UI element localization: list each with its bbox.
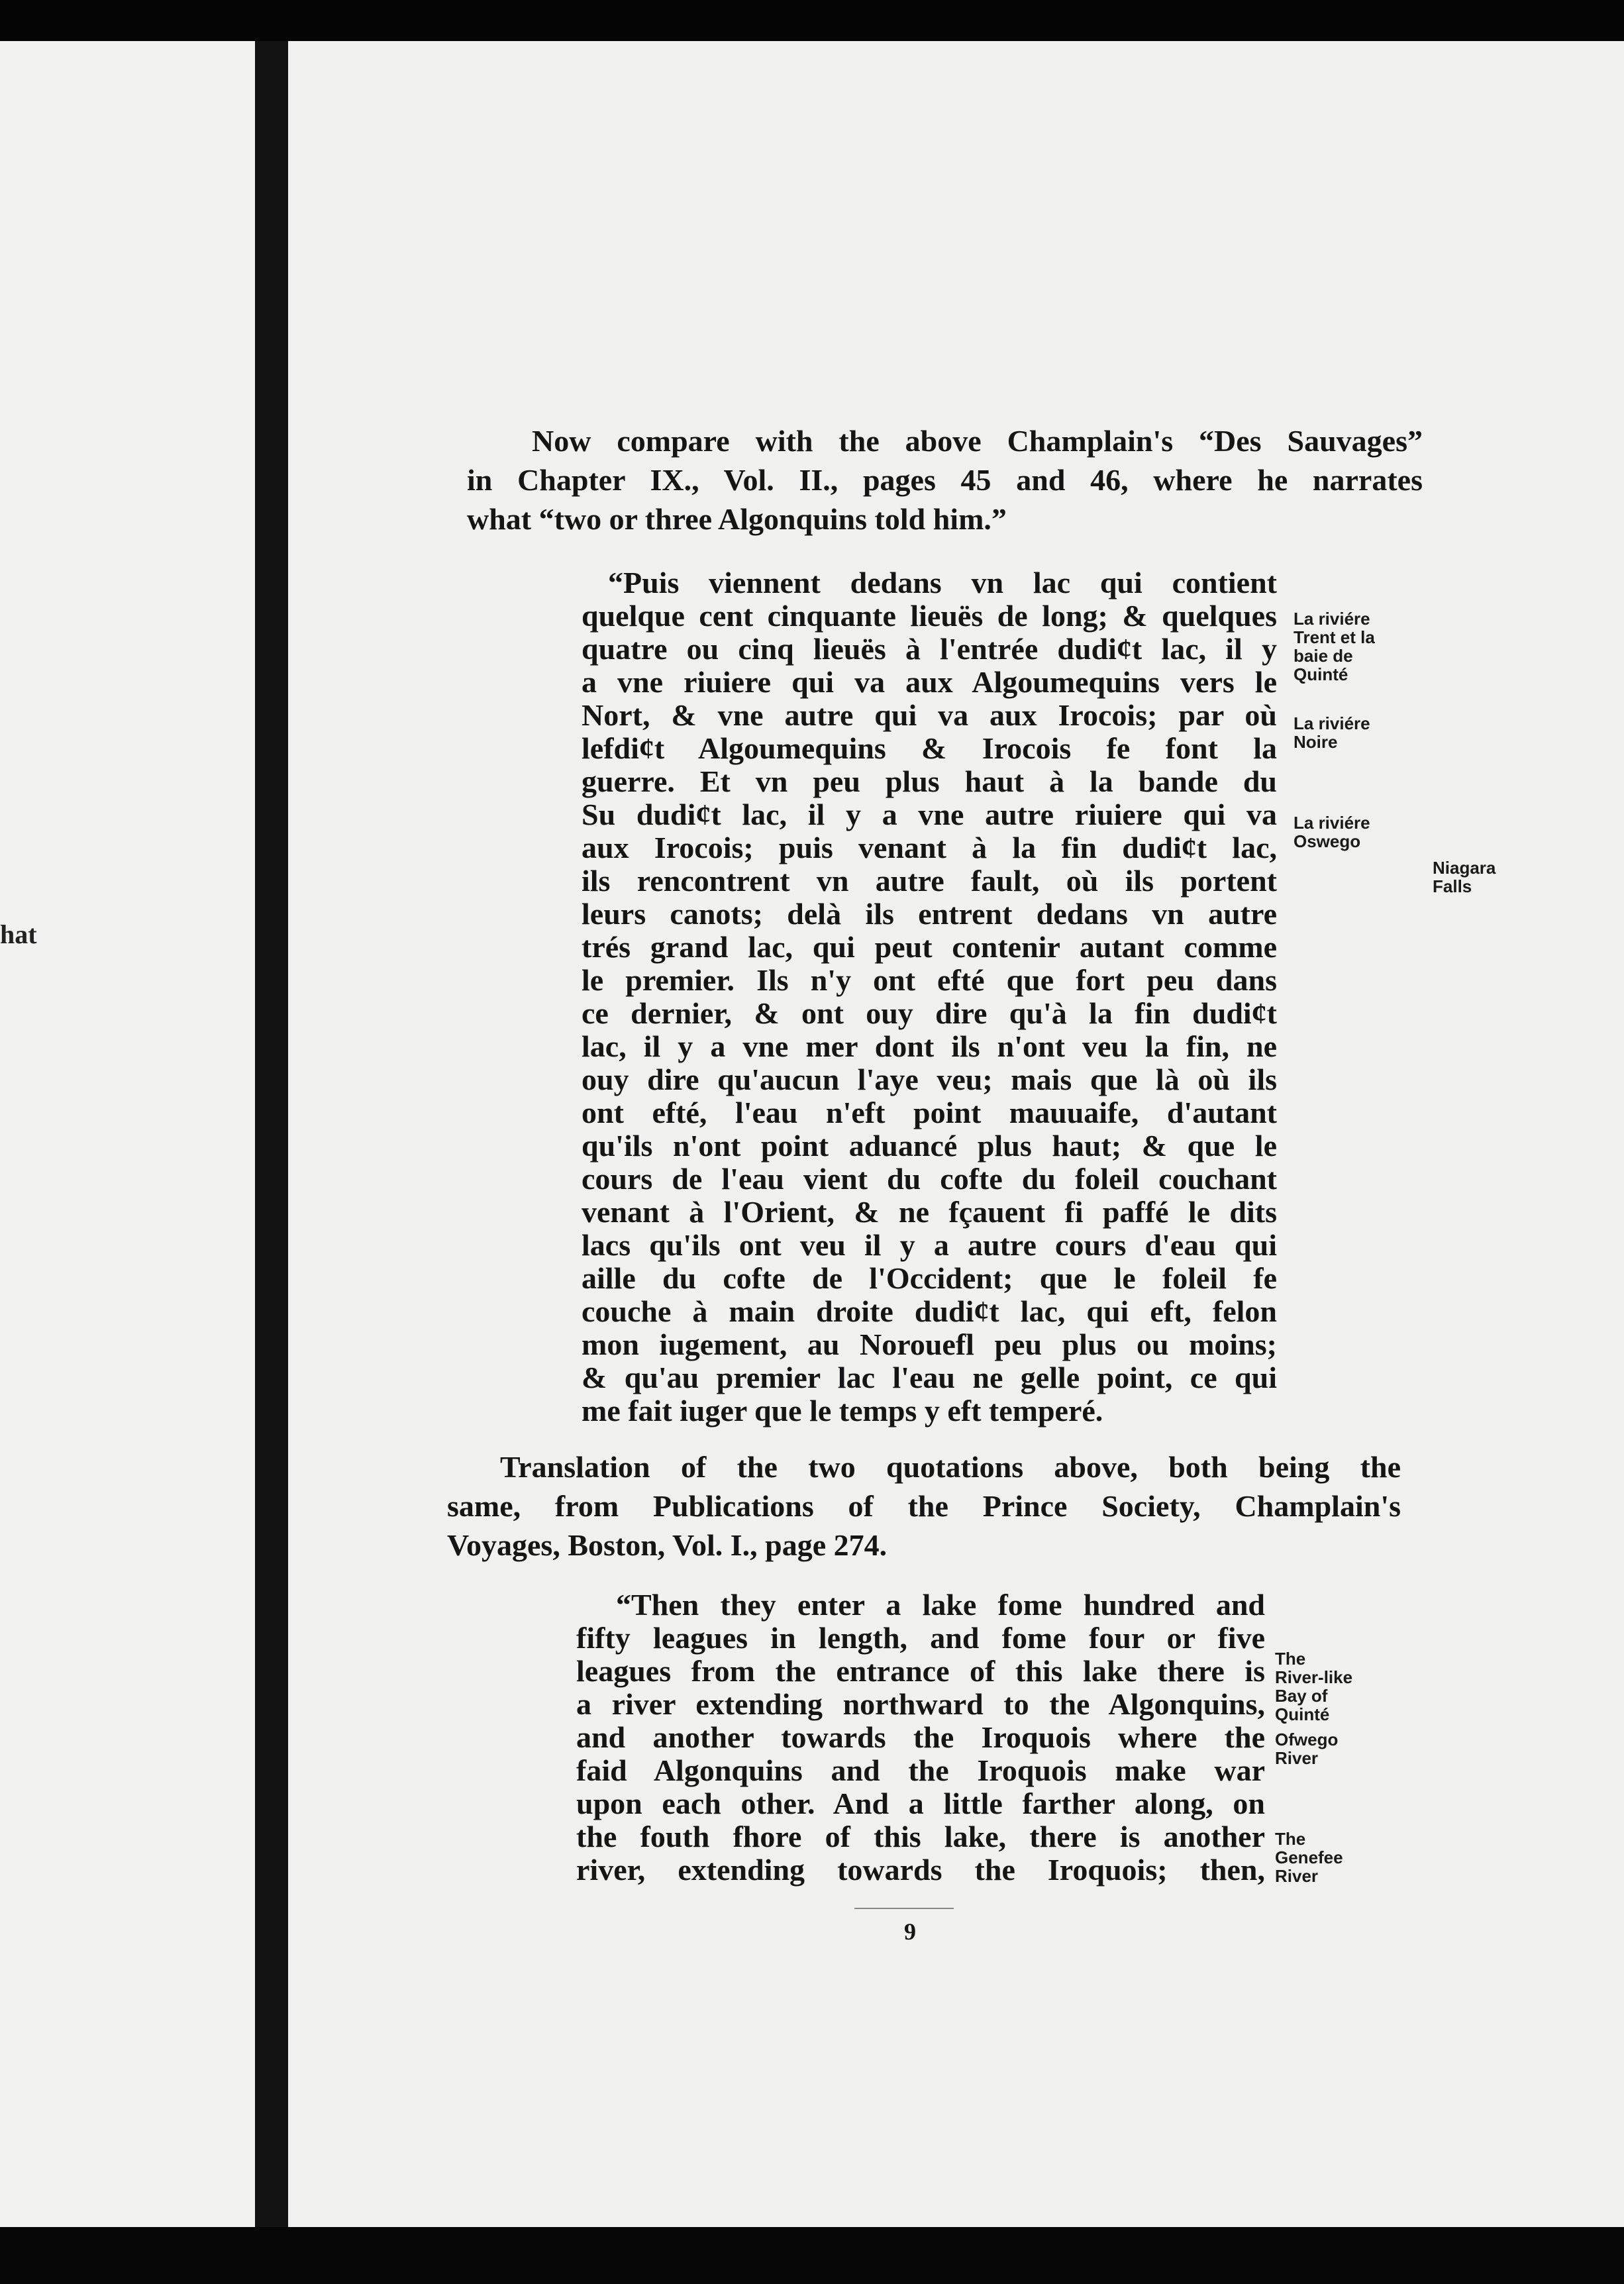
margin-note-oswego: La riviére Oswego	[1294, 813, 1370, 851]
quote-line: ils rencontrent vn autre fault, où ils portent	[582, 864, 1277, 898]
footer-rule	[854, 1908, 954, 1909]
quote-line: fifty leagues in length, and fome four or five	[576, 1621, 1265, 1655]
margin-note-genefee: The Genefee River	[1275, 1829, 1343, 1886]
quote-line: “Puis viennent dedans vn lac qui contient	[608, 566, 1277, 599]
quote-line: leagues from the entrance of this lake there is	[576, 1654, 1265, 1688]
quote-line: le premier. Ils n'y ont efté que fort peu dans	[582, 963, 1277, 997]
facing-page-fragment: hat	[0, 919, 37, 949]
quote-line: & qu'au premier lac l'eau ne gelle point, ce qui	[582, 1361, 1277, 1394]
quote-line: lefdi¢t Algoumequins & Irocois fe font la	[582, 731, 1277, 765]
quote-line: faid Algonquins and the Iroquois make war	[576, 1753, 1265, 1787]
quote-line: lac, il y a vne mer dont ils n'ont veu la fin, ne	[582, 1029, 1277, 1063]
quote-line: couche à main droite dudi¢t lac, qui eft, felon	[582, 1294, 1277, 1328]
quote-line: cours de l'eau vient du cofte du foleil couchant	[582, 1162, 1277, 1196]
french-quotation	[582, 566, 1277, 1428]
quote-line: aux Irocois; puis venant à la fin dudi¢t lac,	[582, 831, 1277, 864]
quote-line: a vne riuiere qui va aux Algoumequins vers le	[582, 665, 1277, 699]
english-quotation	[576, 1588, 1265, 1887]
quote-line: quatre ou cinq lieuës à l'entrée dudi¢t lac, il y	[582, 632, 1277, 666]
quote-line: qu'ils n'ont point aduancé plus haut; & que le	[582, 1129, 1277, 1163]
quote-line: upon each other. And a little farther along, on	[576, 1787, 1265, 1820]
quote-line: leurs canots; delà ils entrent dedans vn autre	[582, 897, 1277, 931]
intro-line: Now compare with the above Champlain's “Des Sauvages”	[532, 424, 1423, 458]
margin-note-trent: La riviére Trent et la baie de Quinté	[1294, 609, 1375, 684]
page-number: 9	[904, 1918, 916, 1945]
quote-line: aille du cofte de l'Occident; que le foleil fe	[582, 1261, 1277, 1295]
scan-border-top	[0, 0, 1624, 41]
quote-line: river, extending towards the Iroquois; then,	[576, 1853, 1265, 1887]
margin-note-ofwego: Ofwego River	[1275, 1730, 1339, 1768]
quote-line: ont efté, l'eau n'eft point mauuaife, d'autant	[582, 1096, 1277, 1129]
quote-line: trés grand lac, qui peut contenir autant comme	[582, 930, 1277, 964]
quote-line: the fouth fhore of this lake, there is another	[576, 1820, 1265, 1853]
intro-line: in Chapter IX., Vol. II., pages 45 and 46, where he narrates	[467, 463, 1423, 497]
quote-line: and another towards the Iroquois where the	[576, 1720, 1265, 1754]
quote-line: ouy dire qu'aucun l'aye veu; mais que là où ils	[582, 1063, 1277, 1096]
margin-note-niagara: Niagara Falls	[1433, 858, 1496, 896]
quote-line: venant à l'Orient, & ne fçauent fi paffé le dits	[582, 1195, 1277, 1229]
intro-line: what “two or three Algonquins told him.”	[467, 502, 1007, 536]
margin-note-bay-of-quinte: The River-like Bay of Quinté	[1275, 1649, 1353, 1724]
scan-border-bottom	[0, 2227, 1624, 2284]
margin-note-noire: La riviére Noire	[1294, 713, 1370, 752]
quote-line: Nort, & vne autre qui va aux Irocois; par où	[582, 698, 1277, 732]
facing-page-edge	[0, 41, 255, 2254]
quote-line: guerre. Et vn peu plus haut à la bande du	[582, 764, 1277, 798]
book-gutter	[255, 41, 288, 2227]
quote-line: lacs qu'ils ont veu il y a autre cours d'eau qui	[582, 1228, 1277, 1262]
translation-line: same, from Publications of the Prince Society, Champlain's	[447, 1489, 1401, 1523]
quote-line: ce dernier, & ont ouy dire qu'à la fin dudi¢t	[582, 996, 1277, 1030]
quote-line: a river extending northward to the Algonquins,	[576, 1687, 1265, 1721]
quote-line: me fait iuger que le temps y eft temperé.	[582, 1394, 1103, 1428]
quote-line: mon iugement, au Norouefl peu plus ou moins;	[582, 1327, 1277, 1361]
quote-line: quelque cent cinquante lieuës de long; & quelques	[582, 599, 1277, 633]
quote-line: Su dudi¢t lac, il y a vne autre riuiere qui va	[582, 798, 1277, 831]
quote-line: “Then they enter a lake fome hundred and	[616, 1588, 1265, 1622]
translation-line: Voyages, Boston, Vol. I., page 274.	[447, 1528, 888, 1562]
translation-line: Translation of the two quotations above, both being the	[500, 1450, 1401, 1484]
